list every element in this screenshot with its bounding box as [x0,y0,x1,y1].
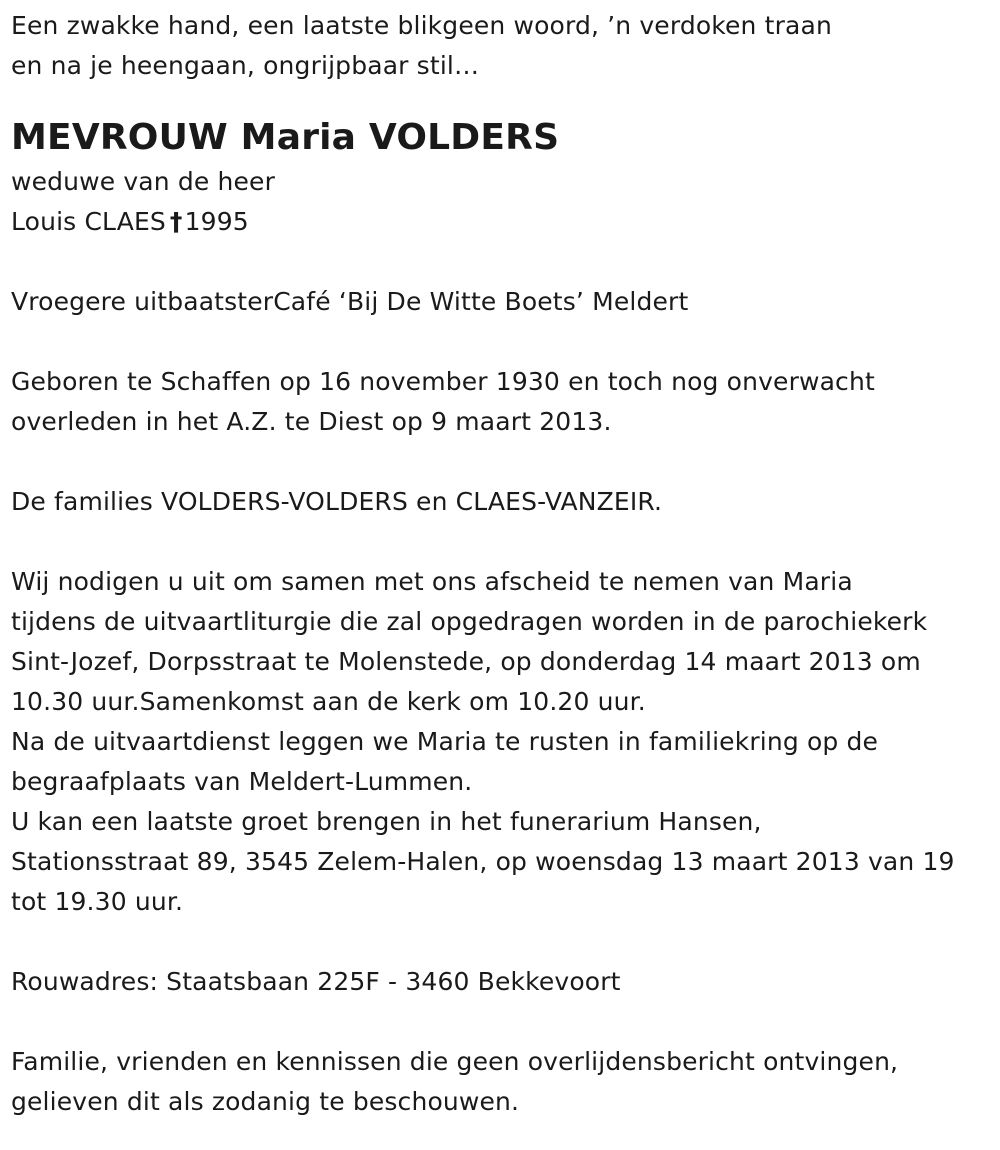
ceremony-line: Sint-Jozef, Dorpsstraat te Molenstede, op donderdag 14 maart 2013 om [11,647,921,676]
spouse-line [11,202,991,242]
ceremony-line: tot 19.30 uur. [11,887,184,916]
deceased-name: MEVROUW Maria VOLDERS [11,117,560,158]
ceremony-line: begraafplaats van Meldert-Lummen. [11,767,473,796]
ceremony-info [11,562,991,922]
mourning-address: Rouwadres: Staatsbaan 225F - 3460 Bekkevoort [11,967,621,996]
spouse-name: Louis CLAES [11,207,166,236]
closing-line-2: gelieven dit als zodanig te beschouwen. [11,1087,520,1116]
closing-note [11,1042,991,1122]
birth-death-line-2: overleden in het A.Z. te Diest op 9 maart 2013. [11,407,612,436]
spouse-year: 1995 [184,207,249,236]
spacer [11,1002,991,1042]
closing-line-1: Familie, vrienden en kennissen die geen overlijdensbericht ontvingen, [11,1047,899,1076]
widow-of-text: weduwe van de heer [11,167,276,196]
ceremony-line: Stationsstraat 89, 3545 Zelem-Halen, op woensdag 13 maart 2013 van 19 [11,847,955,876]
spacer [11,522,991,562]
ceremony-line: Wij nodigen u uit om samen met ons afscheid te nemen van Maria [11,567,853,596]
poem [11,6,991,86]
spacer [11,442,991,482]
birth-death-line-1: Geboren te Schaffen op 16 november 1930 en toch nog onverwacht [11,367,875,396]
ceremony-line: tijdens de uitvaartliturgie die zal opgedragen worden in de parochiekerk [11,607,928,636]
ceremony-line: 10.30 uur.Samenkomst aan de kerk om 10.20 uur. [11,687,646,716]
birth-death-info [11,362,991,442]
occupation-text: Vroegere uitbaatsterCafé ‘Bij De Witte Boets’ Meldert [11,287,689,316]
families-text: De families VOLDERS-VOLDERS en CLAES-VANZEIR. [11,487,663,516]
spacer [11,242,991,282]
ceremony-line: U kan een laatste groet brengen in het funerarium Hansen, [11,807,762,836]
spacer [11,322,991,362]
ceremony-line: Na de uitvaartdienst leggen we Maria te rusten in familiekring op de [11,727,879,756]
spouse-info [11,162,991,242]
poem-line-1: Een zwakke hand, een laatste blikgeen woord, ’n verdoken traan [11,11,832,40]
spacer [11,922,991,962]
poem-line-2: en na je heengaan, ongrijpbaar stil… [11,51,480,80]
cross-icon: † [169,207,183,236]
obituary-document [11,6,991,1122]
